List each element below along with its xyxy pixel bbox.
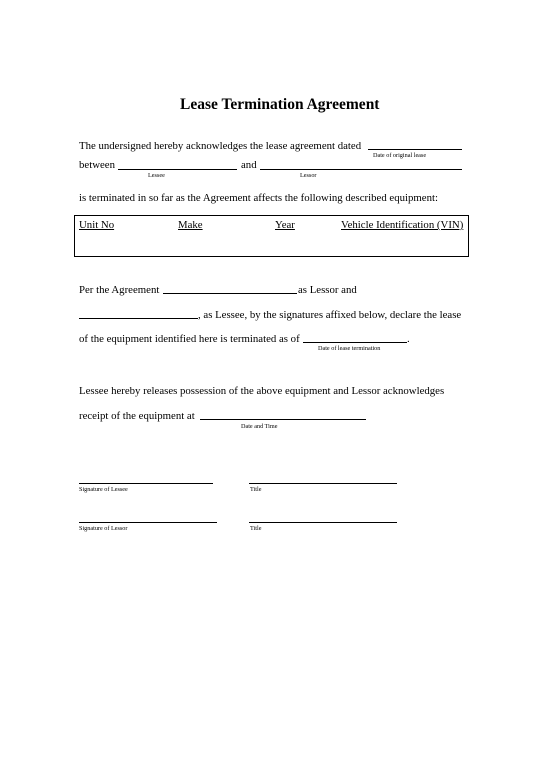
para2-line3-end: .: [407, 333, 410, 345]
para1-line3: is terminated in so far as the Agreement affects the following described equipment:: [79, 192, 438, 204]
col-header-vin: Vehicle Identification (VIN): [341, 219, 464, 231]
receipt-datetime-field[interactable]: [200, 419, 366, 420]
lessee-title-line[interactable]: [249, 483, 397, 484]
lessor-title-line[interactable]: [249, 522, 397, 523]
termination-date-field[interactable]: [303, 342, 407, 343]
original-lease-date-field[interactable]: [368, 149, 462, 150]
lessee-agreement-field[interactable]: [79, 318, 198, 319]
lessee-signature-label: Signature of Lessee: [79, 486, 128, 493]
lessee-caption: Lessee: [148, 172, 165, 179]
lessor-signature-line[interactable]: [79, 522, 217, 523]
col-header-unit-no: Unit No: [79, 219, 115, 231]
para2-line2-suffix: , as Lessee, by the signatures affixed below, declare the lease: [198, 309, 462, 321]
original-lease-date-caption: Date of original lease: [373, 152, 427, 159]
col-header-make: Make: [178, 219, 203, 231]
lessor-agreement-field[interactable]: [163, 293, 297, 294]
lessor-name-field[interactable]: [260, 169, 462, 170]
and-label: and: [241, 159, 257, 171]
lessee-signature-line[interactable]: [79, 483, 213, 484]
col-header-year: Year: [275, 219, 295, 231]
document-title: Lease Termination Agreement: [180, 96, 380, 113]
para1-line1: The undersigned hereby acknowledges the lease agreement dated: [79, 140, 362, 152]
lessee-name-field[interactable]: [118, 169, 237, 170]
para3-line2-prefix: receipt of the equipment at: [79, 410, 195, 422]
lessor-caption: Lessor: [300, 172, 317, 179]
between-label: between: [79, 159, 115, 171]
para2-line1-prefix: Per the Agreement: [79, 284, 160, 296]
lessee-title-label: Title: [250, 486, 262, 493]
para2-line3-prefix: of the equipment identified here is terminated as of: [79, 333, 300, 345]
datetime-caption: Date and Time: [241, 423, 278, 430]
para3-line1: Lessee hereby releases possession of the above equipment and Lessor acknowledges: [79, 385, 445, 397]
termination-date-caption: Date of lease termination: [318, 345, 381, 352]
lessor-signature-label: Signature of Lessor: [79, 525, 128, 532]
para2-line1-suffix: as Lessor and: [298, 284, 357, 296]
lessor-title-label: Title: [250, 525, 262, 532]
